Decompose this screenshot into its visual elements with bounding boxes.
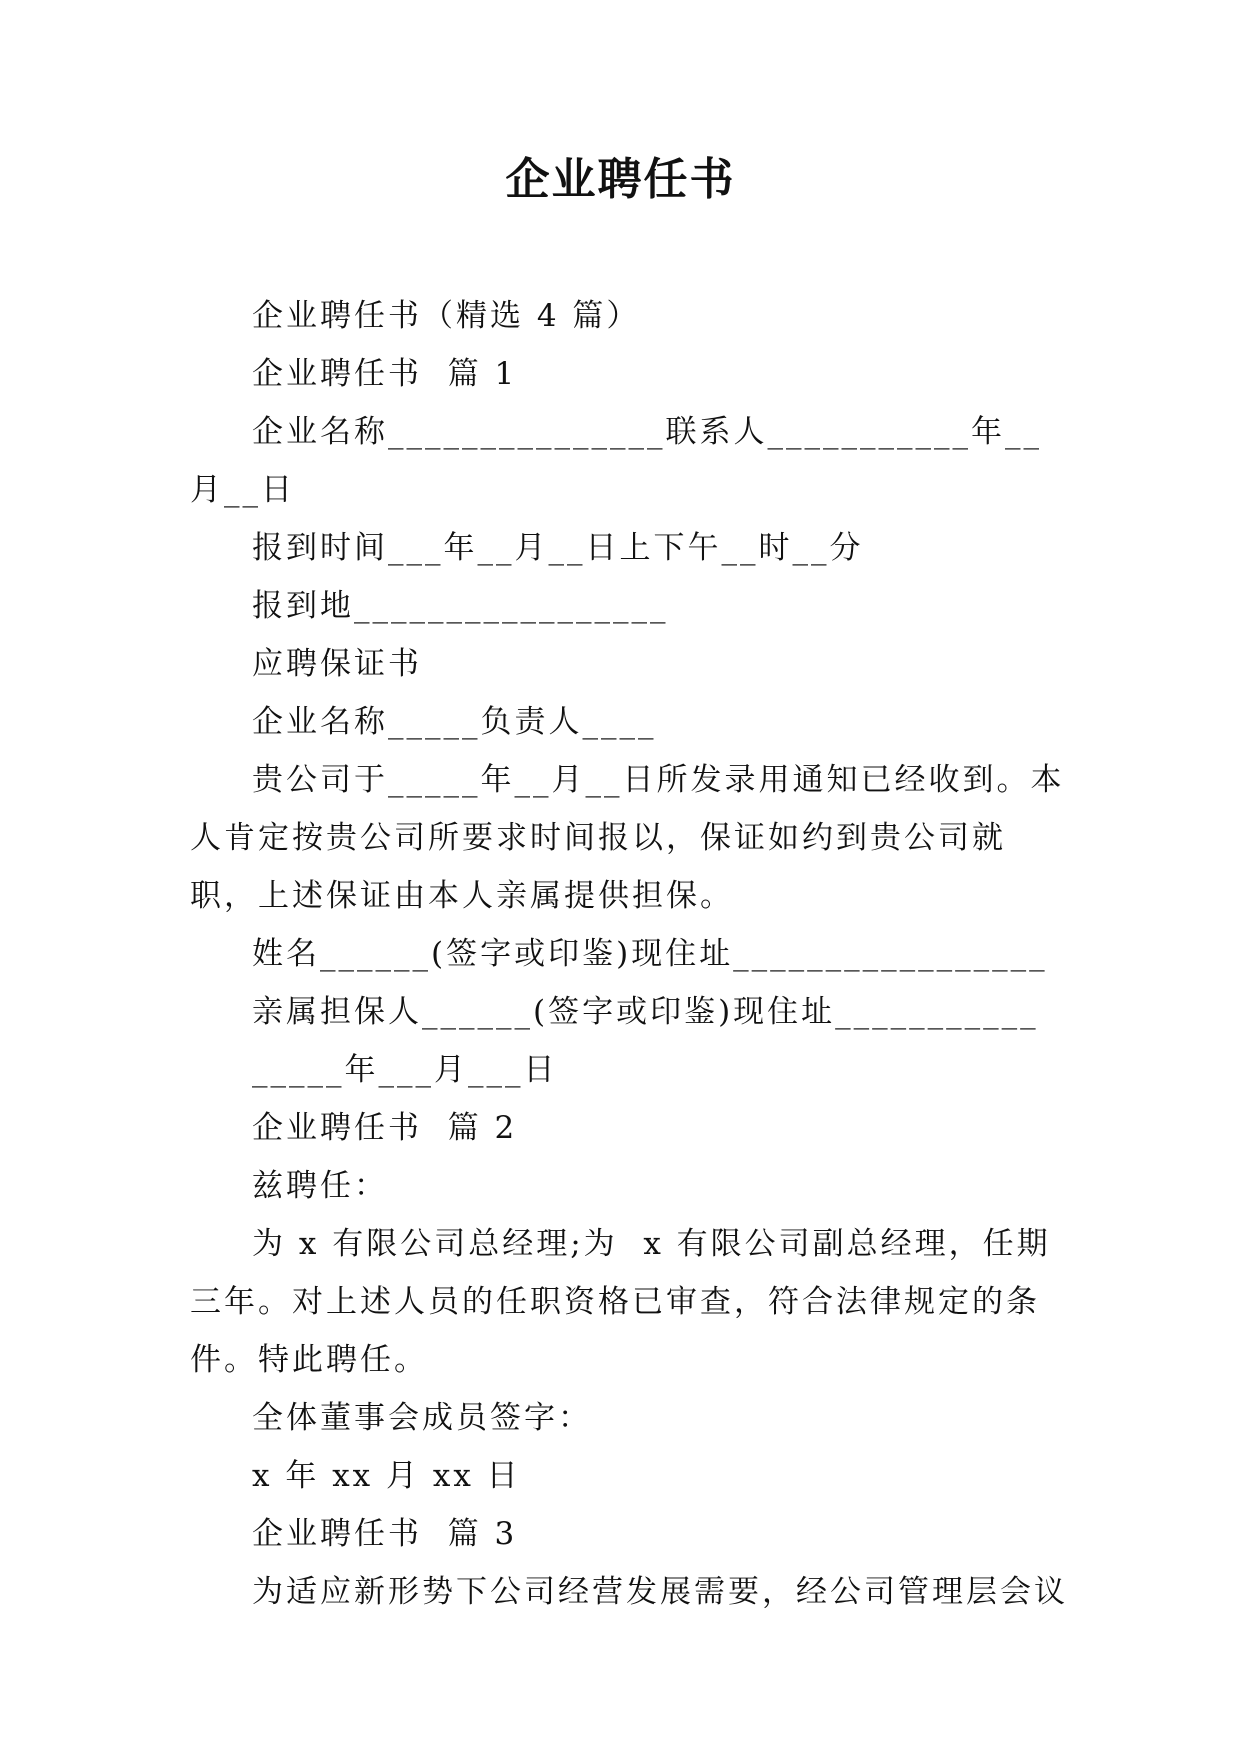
paragraph: 企业名称_____负责人____ — [252, 704, 657, 740]
paragraph: 贵公司于_____年__月__日所发录用通知已经收到。本人肯定按贵公司所要求时间报以，保证如约到贵公司就职，上述保证由本人亲属提供担保。 — [190, 762, 1065, 914]
paragraph: 报到时间___年__月__日上下午__时__分 — [252, 530, 864, 566]
paragraph: 为适应新形势下公司经营发展需要，经公司管理层会议 — [252, 1574, 1068, 1610]
paragraph: 全体董事会成员签字： — [252, 1400, 592, 1436]
paragraph: 企业聘任书 篇 1 — [252, 356, 518, 392]
document-title: 企业聘任书 — [505, 154, 736, 205]
paragraph: 企业聘任书 篇 2 — [252, 1110, 518, 1146]
paragraph: 兹聘任： — [252, 1168, 388, 1204]
paragraph: 亲属担保人______(签字或印鉴)现住址___________ — [252, 994, 1039, 1030]
paragraph: 企业名称_______________联系人___________年__月__日 — [190, 414, 1042, 508]
paragraph: 报到地_________________ — [252, 588, 669, 624]
paragraph: _____年___月___日 — [252, 1052, 558, 1088]
paragraph: 企业聘任书 篇 3 — [252, 1516, 518, 1552]
paragraph: 为 x 有限公司总经理;为 x 有限公司副总经理，任期三年。对上述人员的任职资格已审查，符合法律规定的条件。特此聘任。 — [190, 1226, 1051, 1378]
paragraph: 姓名______(签字或印鉴)现住址_________________ — [252, 936, 1048, 972]
document-body — [190, 287, 1070, 1621]
paragraph: 应聘保证书 — [252, 646, 422, 682]
paragraph: 企业聘任书（精选 4 篇） — [252, 298, 641, 334]
paragraph: x 年 xx 月 xx 日 — [252, 1458, 521, 1494]
